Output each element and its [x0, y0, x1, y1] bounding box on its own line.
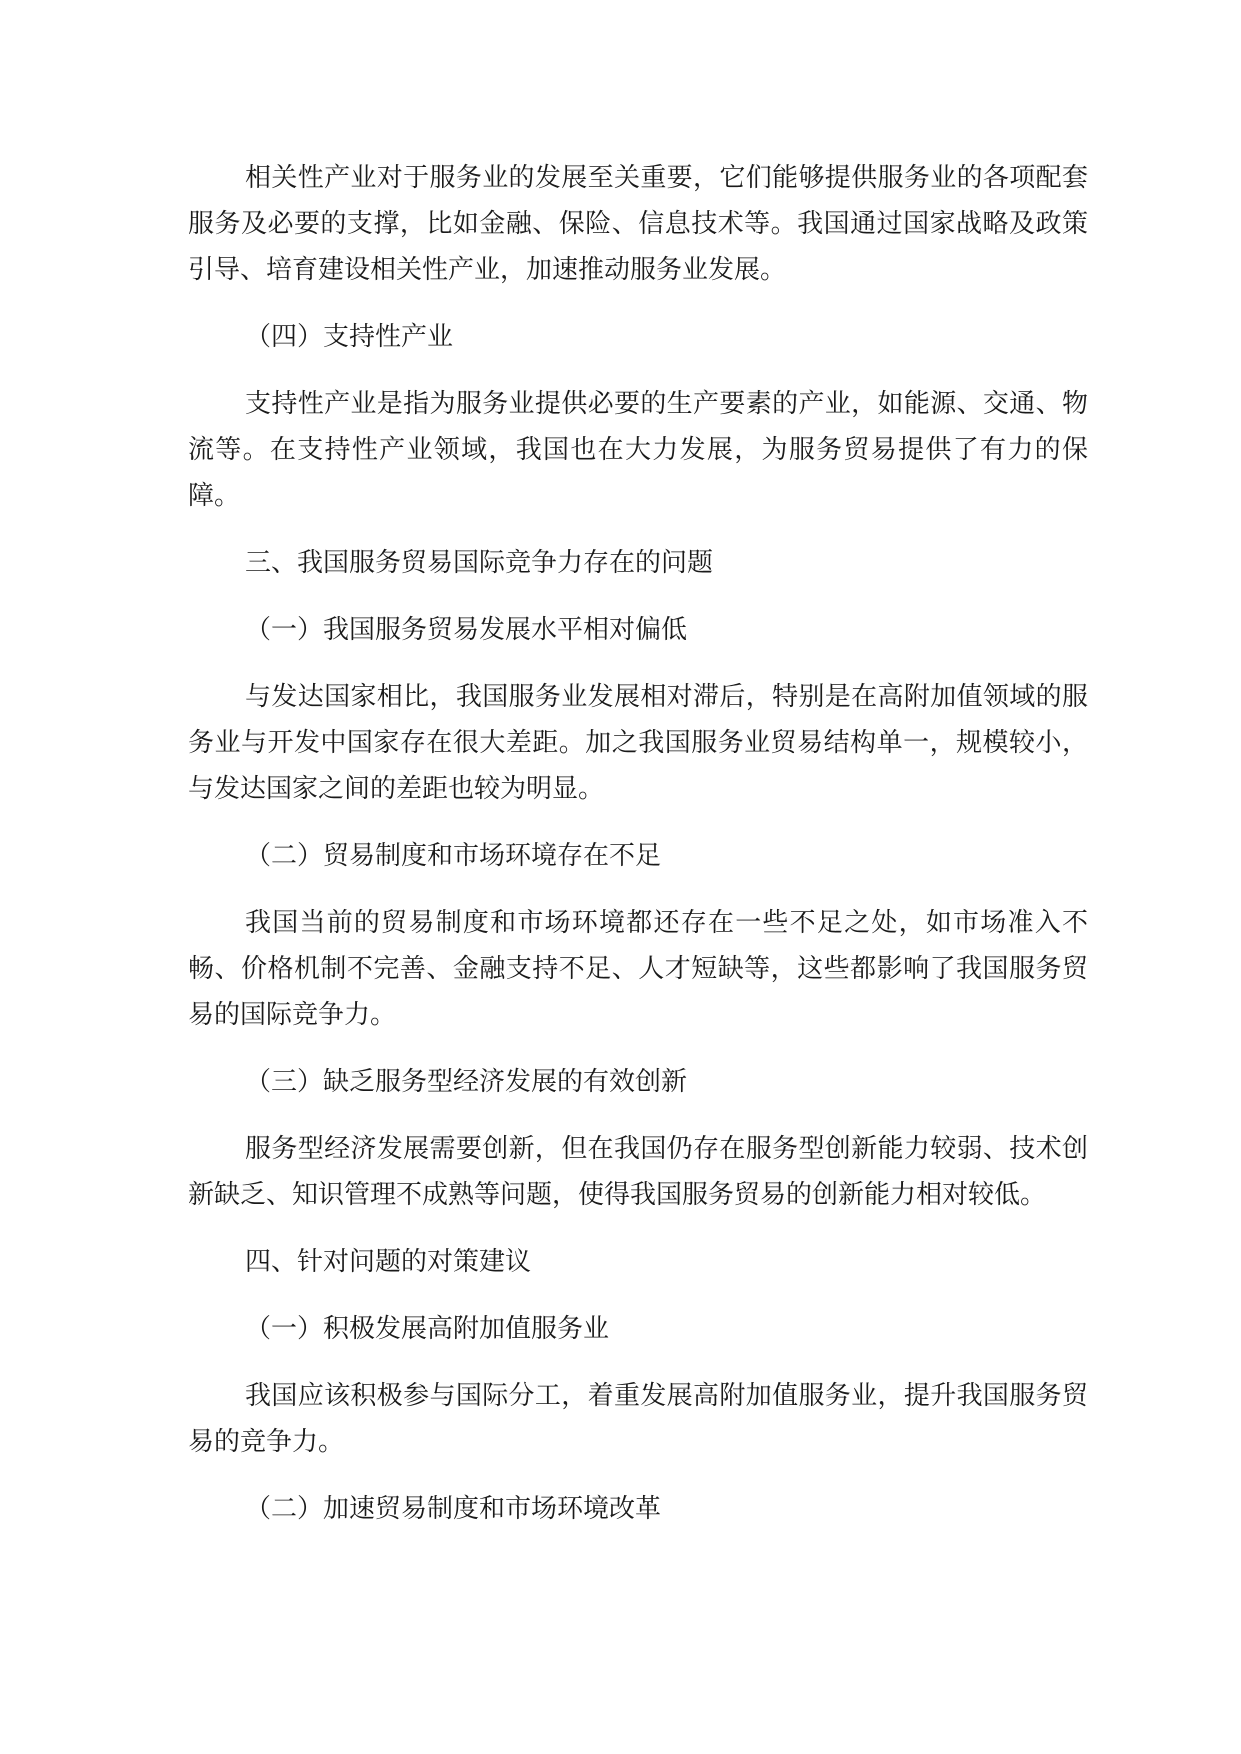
- paragraph-system-deficiencies: 我国当前的贸易制度和市场环境都还存在一些不足之处，如市场准入不畅、价格机制不完善、金融支持不足、人才短缺等，这些都影响了我国服务贸易的国际竞争力。: [188, 908, 1088, 1030]
- paragraph-supporting-industries: 支持性产业是指为服务业提供必要的生产要素的产业，如能源、交通、物流等。在支持性产业领域，我国也在大力发展，为服务贸易提供了有力的保障。: [188, 389, 1088, 511]
- heading-high-value-services: （一）积极发展高附加值服务业: [245, 1314, 610, 1344]
- document-body: [188, 155, 1088, 1553]
- paragraph-high-value-services: 我国应该积极参与国际分工，着重发展高附加值服务业，提升我国服务贸易的竞争力。: [188, 1381, 1088, 1457]
- heading-low-development-level: （一）我国服务贸易发展水平相对偏低: [245, 615, 688, 645]
- paragraph-low-development-level: 与发达国家相比，我国服务业发展相对滞后，特别是在高附加值领域的服务业与开发中国家存在很大差距。加之我国服务业贸易结构单一，规模较小，与发达国家之间的差距也较为明显。: [188, 682, 1088, 804]
- heading-system-deficiencies: （二）贸易制度和市场环境存在不足: [245, 841, 662, 871]
- heading-supporting-industries: （四）支持性产业: [245, 322, 454, 352]
- heading-reform: （二）加速贸易制度和市场环境改革: [245, 1494, 662, 1524]
- heading-lack-of-innovation: （三）缺乏服务型经济发展的有效创新: [245, 1067, 688, 1097]
- paragraph-lack-of-innovation: 服务型经济发展需要创新，但在我国仍存在服务型创新能力较弱、技术创新缺乏、知识管理不成熟等问题，使得我国服务贸易的创新能力相对较低。: [188, 1134, 1088, 1210]
- section-heading-recommendations: 四、针对问题的对策建议: [245, 1247, 532, 1277]
- paragraph-related-industries: 相关性产业对于服务业的发展至关重要，它们能够提供服务业的各项配套服务及必要的支撑，比如金融、保险、信息技术等。我国通过国家战略及政策引导、培育建设相关性产业，加速推动服务业发展。: [188, 163, 1088, 285]
- section-heading-problems: 三、我国服务贸易国际竞争力存在的问题: [245, 548, 714, 578]
